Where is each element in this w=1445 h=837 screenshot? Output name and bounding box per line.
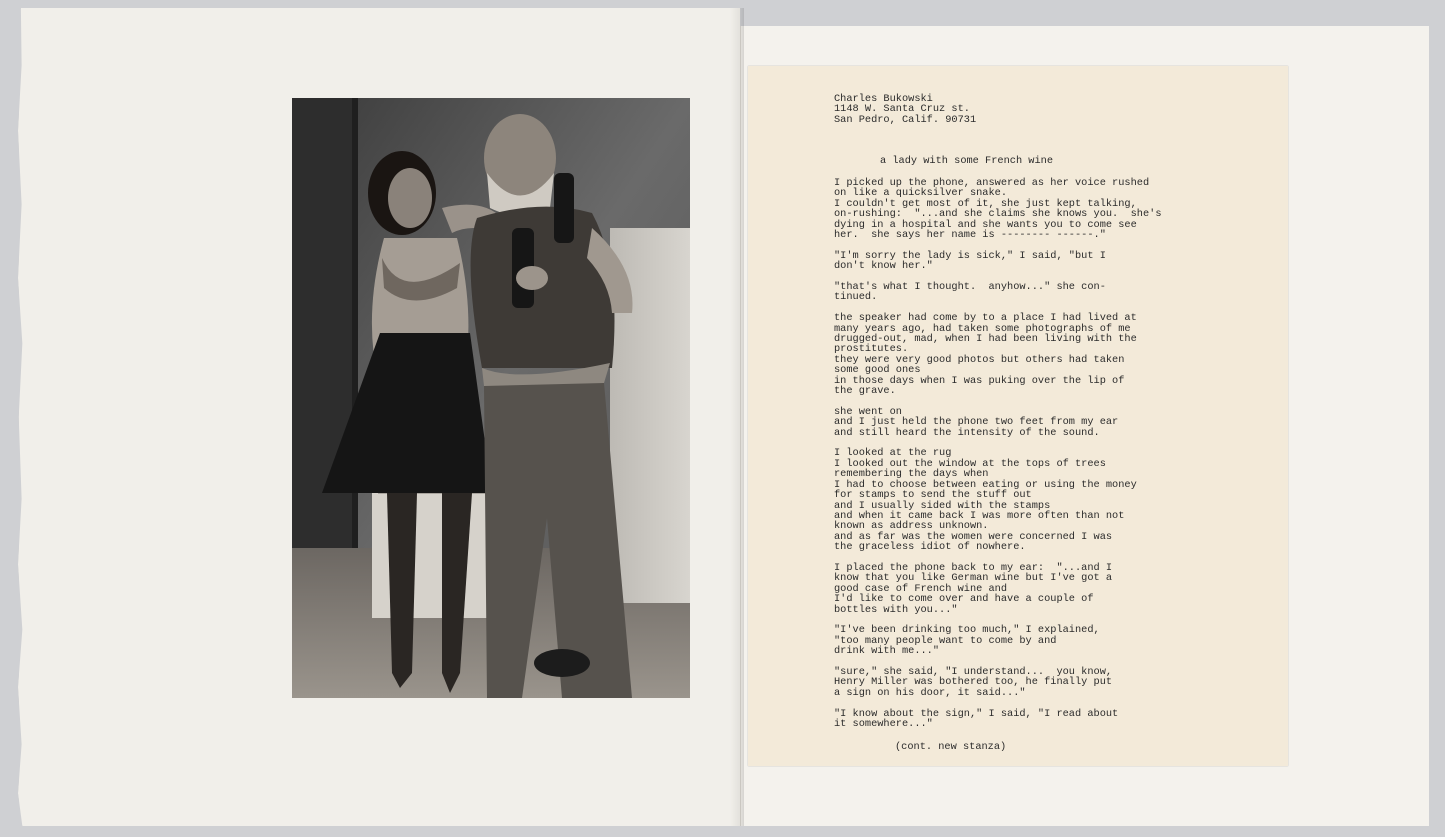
portrait-photograph [292,98,690,698]
stanza: "I know about the sign," I said, "I read about it somewhere..." [834,707,1119,730]
stanza: "I'm sorry the lady is sick," I said, "but I don't know her." [834,249,1106,273]
typewritten-letter [748,66,1288,766]
stanza: "I've been drinking too much," I explained, "too many people want to come by and drink with me..." [834,624,1100,658]
fold-crease [730,8,744,826]
stanza: I picked up the phone, answered as her voice rushed on like a quicksilver snake. I couldn't get most of it, she just kept talking, on-rushing: "...and she claims she knows you. she's dying in a hospital and she wants you to come see her. she says her name is -------- ------." [834,177,1162,242]
open-folder [18,8,1428,828]
photo-illustration [292,98,690,698]
address-city: San Pedro, Calif. 90731 [834,113,977,126]
stanza: she went on and I just held the phone two feet from my ear and still heard the intensity of the sound. [834,405,1119,439]
stanza: "that's what I thought. anyhow..." she con- tinued. [834,281,1106,304]
stanza: the speaker had come by to a place I had lived at many years ago, had taken some photographs of me drugged-out, mad, when I had been living with the prostitutes. they were very good photos but others had taken some good ones in those days when I was puking over the lip of the grave. [834,312,1137,398]
poem-body [834,178,1254,740]
poem-title: a lady with some French wine [880,155,1054,167]
stanza: I placed the phone back to my ear: "...and I know that you like German wine but I've got a good case of French wine and I'd like to come over and have a couple of bottles with you..." [834,561,1113,616]
sender-name: Charles Bukowski [834,93,933,105]
stanza: "sure," she said, "I understand... you know, Henry Miller was bothered too, he finally put a sign on his door, it said..." [834,665,1113,699]
letter-return-address [834,94,976,125]
address-street: 1148 W. Santa Cruz st. [834,103,970,116]
stanza: I looked at the rug I looked out the window at the tops of trees remembering the days when I had to choose between eating or using the money for stamps to send the stuff out and I usually sided with the stamps and when it came back I was more often than not known as address unknown. and as far was the women were concerned I was the graceless idiot of nowhere. [834,447,1137,554]
continuation-note: (cont. new stanza) [895,741,1007,753]
